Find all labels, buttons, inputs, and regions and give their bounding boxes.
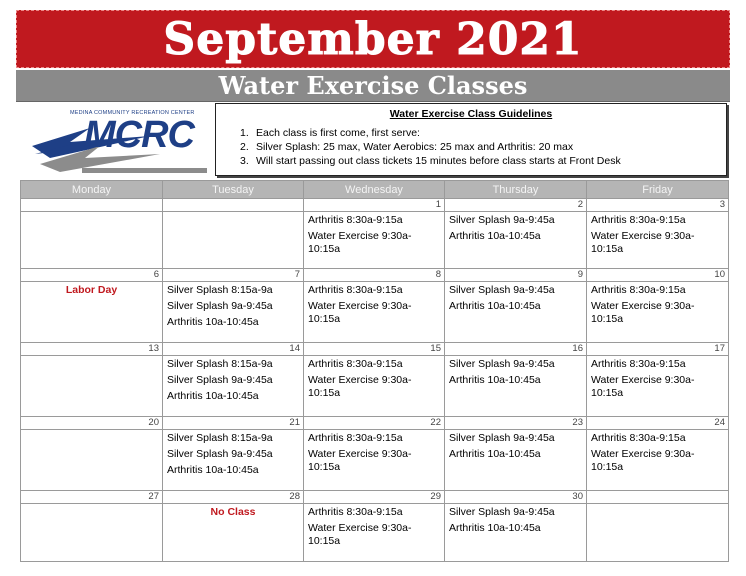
day-cell bbox=[21, 504, 163, 562]
day-cell bbox=[587, 504, 729, 562]
class-entry: Arthritis 10a-10:45a bbox=[167, 390, 259, 402]
title-banner bbox=[16, 10, 730, 68]
guidelines-list bbox=[226, 126, 716, 168]
class-entry: Silver Splash 8:15a-9a bbox=[167, 284, 273, 296]
week-row bbox=[21, 356, 729, 417]
page-subtitle: Water Exercise Classes bbox=[218, 71, 528, 100]
class-entry: Arthritis 8:30a-9:15a bbox=[308, 284, 403, 296]
date-number: 9 bbox=[445, 269, 587, 282]
guidelines-heading: Water Exercise Class Guidelines bbox=[389, 108, 553, 120]
logo-text: MCRC bbox=[84, 114, 194, 156]
date-number-row bbox=[21, 343, 729, 356]
holiday-label: No Class bbox=[210, 506, 256, 518]
day-cell bbox=[445, 356, 587, 417]
guideline-item: 1. Each class is first come, first serve: bbox=[240, 127, 420, 139]
class-entry: Arthritis 10a-10:45a bbox=[449, 300, 541, 312]
class-entry: Silver Splash 9a-9:45a bbox=[167, 448, 273, 460]
date-number: 20 bbox=[21, 417, 163, 430]
class-entry: Water Exercise 9:30a-10:15a bbox=[591, 374, 695, 399]
class-entry: Silver Splash 9a-9:45a bbox=[167, 374, 273, 386]
date-number: 17 bbox=[587, 343, 729, 356]
guideline-item: 2. Silver Splash: 25 max, Water Aerobics: 25 max and Arthritis: 20 max bbox=[240, 141, 574, 153]
class-entry: Silver Splash 8:15a-9a bbox=[167, 358, 273, 370]
weekday-header: Thursday bbox=[445, 181, 587, 199]
day-cell bbox=[163, 430, 304, 491]
date-number: 13 bbox=[21, 343, 163, 356]
day-cell bbox=[445, 282, 587, 343]
weekday-header: Monday bbox=[21, 181, 163, 199]
date-number: 15 bbox=[304, 343, 445, 356]
logo-caption: MEDINA COMMUNITY RECREATION CENTER bbox=[70, 110, 195, 116]
class-entry: Arthritis 10a-10:45a bbox=[167, 464, 259, 476]
class-entry: Arthritis 10a-10:45a bbox=[449, 448, 541, 460]
day-cell bbox=[587, 356, 729, 417]
weekday-header: Friday bbox=[587, 181, 729, 199]
date-number bbox=[587, 491, 729, 504]
class-entry: Silver Splash 9a-9:45a bbox=[449, 358, 555, 370]
class-entry: Arthritis 10a-10:45a bbox=[449, 522, 541, 534]
date-number: 2 bbox=[445, 199, 587, 212]
day-cell bbox=[445, 212, 587, 269]
date-number: 10 bbox=[587, 269, 729, 282]
guidelines-box bbox=[215, 103, 727, 176]
date-number: 21 bbox=[163, 417, 304, 430]
class-entry: Arthritis 10a-10:45a bbox=[167, 316, 259, 328]
date-number: 7 bbox=[163, 269, 304, 282]
week-row bbox=[21, 212, 729, 269]
class-entry: Arthritis 8:30a-9:15a bbox=[591, 284, 686, 296]
page-title: September 2021 bbox=[163, 13, 583, 65]
day-cell bbox=[163, 504, 304, 562]
date-number: 1 bbox=[304, 199, 445, 212]
class-entry: Water Exercise 9:30a-10:15a bbox=[591, 448, 695, 473]
day-cell bbox=[21, 282, 163, 343]
day-cell bbox=[304, 430, 445, 491]
date-number: 14 bbox=[163, 343, 304, 356]
class-entry: Water Exercise 9:30a-10:15a bbox=[591, 300, 695, 325]
guideline-item: 3. Will start passing out class tickets 15 minutes before class starts at Front Desk bbox=[240, 155, 621, 167]
weekday-header: Wednesday bbox=[304, 181, 445, 199]
date-number-row bbox=[21, 269, 729, 282]
class-entry: Silver Splash 9a-9:45a bbox=[167, 300, 273, 312]
date-number: 28 bbox=[163, 491, 304, 504]
day-cell bbox=[445, 504, 587, 562]
date-number: 16 bbox=[445, 343, 587, 356]
class-entry: Water Exercise 9:30a-10:15a bbox=[308, 300, 412, 325]
holiday-label: Labor Day bbox=[65, 284, 118, 296]
class-entry: Water Exercise 9:30a-10:15a bbox=[308, 374, 412, 399]
date-number-row bbox=[21, 199, 729, 212]
class-entry: Arthritis 8:30a-9:15a bbox=[308, 214, 403, 226]
class-entry: Arthritis 8:30a-9:15a bbox=[308, 432, 403, 444]
class-entry: Arthritis 8:30a-9:15a bbox=[591, 214, 686, 226]
day-cell bbox=[304, 212, 445, 269]
class-entry: Silver Splash 9a-9:45a bbox=[449, 432, 555, 444]
class-entry: Water Exercise 9:30a-10:15a bbox=[308, 448, 412, 473]
day-cell bbox=[163, 356, 304, 417]
class-entry: Silver Splash 8:15a-9a bbox=[167, 432, 273, 444]
day-cell bbox=[21, 430, 163, 491]
weekday-header-row bbox=[21, 181, 729, 199]
class-entry: Silver Splash 9a-9:45a bbox=[449, 284, 555, 296]
class-entry: Silver Splash 9a-9:45a bbox=[449, 214, 555, 226]
day-cell bbox=[304, 504, 445, 562]
date-number: 3 bbox=[587, 199, 729, 212]
date-number: 22 bbox=[304, 417, 445, 430]
date-number bbox=[21, 199, 163, 212]
day-cell bbox=[445, 430, 587, 491]
day-cell bbox=[587, 430, 729, 491]
class-entry: Arthritis 10a-10:45a bbox=[449, 374, 541, 386]
date-number bbox=[163, 199, 304, 212]
day-cell bbox=[304, 356, 445, 417]
week-row bbox=[21, 504, 729, 562]
date-number: 23 bbox=[445, 417, 587, 430]
day-cell bbox=[163, 212, 304, 269]
class-entry: Arthritis 10a-10:45a bbox=[449, 230, 541, 242]
date-number: 27 bbox=[21, 491, 163, 504]
class-entry: Arthritis 8:30a-9:15a bbox=[591, 358, 686, 370]
date-number: 8 bbox=[304, 269, 445, 282]
class-entry: Water Exercise 9:30a-10:15a bbox=[308, 230, 412, 255]
day-cell bbox=[587, 212, 729, 269]
day-cell bbox=[304, 282, 445, 343]
date-number-row bbox=[21, 417, 729, 430]
date-number: 29 bbox=[304, 491, 445, 504]
date-number: 24 bbox=[587, 417, 729, 430]
class-entry: Water Exercise 9:30a-10:15a bbox=[591, 230, 695, 255]
date-number: 30 bbox=[445, 491, 587, 504]
week-row bbox=[21, 282, 729, 343]
day-cell bbox=[587, 282, 729, 343]
class-entry: Arthritis 8:30a-9:15a bbox=[308, 506, 403, 518]
class-entry: Arthritis 8:30a-9:15a bbox=[308, 358, 403, 370]
class-entry: Arthritis 8:30a-9:15a bbox=[591, 432, 686, 444]
class-entry: Silver Splash 9a-9:45a bbox=[449, 506, 555, 518]
subtitle-banner bbox=[16, 70, 730, 102]
week-row bbox=[21, 430, 729, 491]
date-number-row bbox=[21, 491, 729, 504]
date-number: 6 bbox=[21, 269, 163, 282]
day-cell bbox=[163, 282, 304, 343]
class-entry: Water Exercise 9:30a-10:15a bbox=[308, 522, 412, 547]
day-cell bbox=[21, 356, 163, 417]
day-cell bbox=[21, 212, 163, 269]
weekday-header: Tuesday bbox=[163, 181, 304, 199]
class-calendar bbox=[20, 180, 729, 562]
